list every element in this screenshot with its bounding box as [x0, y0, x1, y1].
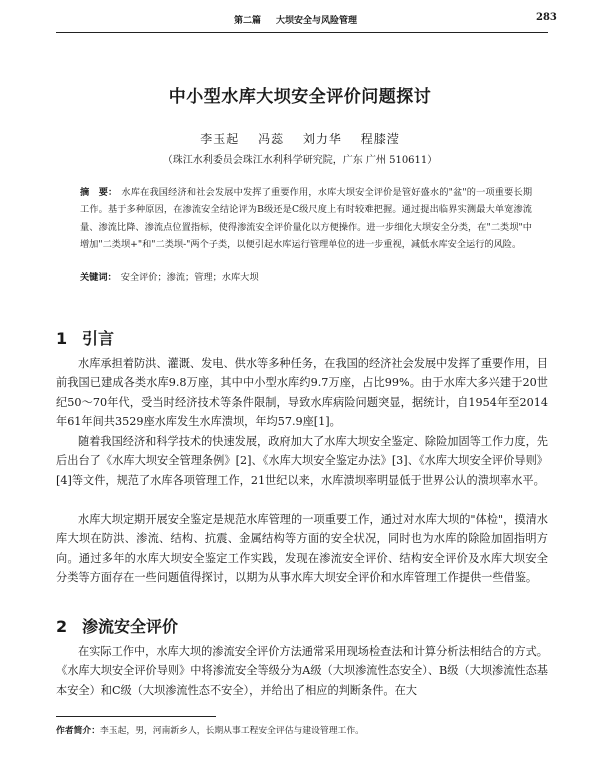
keywords-text: 安全评价；渗流；管理；水库大坝 — [120, 272, 259, 283]
keywords-label: 关键词： — [80, 272, 117, 283]
article-title: 中小型水库大坝安全评价问题探讨 — [168, 87, 432, 107]
footnote-text: 李玉起，男，河南新乡人，长期从事工程安全评估与建设管理工作。 — [100, 726, 364, 736]
author: 李玉起 — [200, 132, 240, 146]
paragraph: 水库承担着防洪、灌溉、发电、供水等多种任务，在我国的经济社会发展中发挥了重要作用，目前我国已建成各类水库9.8万座，其中中小型水库约9.7万座，占比99%。由于水库大多兴建于20世纪50～70年代，受当时经济技术等条件限制，导致水库病险问题突显，据统计，自1954年至2014年61年间共3529座水库发生水库溃坝，年均57.9座[1]。 — [56, 357, 548, 429]
section-heading — [56, 326, 114, 349]
author: 程膝滢 — [360, 132, 400, 146]
section-number: 1 — [56, 329, 68, 348]
footnote-label: 作者简介： — [56, 726, 100, 736]
part-label: 第二篇 — [234, 16, 262, 26]
running-header — [0, 8, 600, 28]
paragraph: 在实际工作中，水库大坝的渗流安全评价方法通常采用现场检查法和计算分析法相结合的方式。《水库大坝安全评价导则》中将渗流安全等级分为A级（大坝渗流性态安全）、B级（大坝渗流性态基本安全）和C级（大坝渗流性态不安全），并给出了相应的判断条件。在大 — [56, 645, 548, 697]
abstract-label: 摘 要： — [80, 187, 118, 198]
author: 刘力华 — [302, 132, 342, 146]
abstract-text: 水库在我国经济和社会发展中发挥了重要作用，水库大坝安全评价是管好盛水的"盆"的一项重要长期工作。基于多种原因，在渗流安全结论评为B级还是C级尺度上有时较难把握。通过提出临界实测最大单宽渗流量、渗流比降、渗流点位置指标，使得渗流安全评价量化以方便操作。进一步细化大坝安全分类，在"二类坝"中增加"二类坝+"和"二类坝-"两个子类，以便引起水库运行管理单位的进一步重视，减低水库安全运行的风险。 — [80, 187, 533, 250]
footnote-rule — [56, 716, 216, 717]
page-number: 283 — [536, 12, 557, 23]
paragraph: 随着我国经济和科学技术的快速发展，政府加大了水库大坝安全鉴定、除险加固等工作力度，先后出台了《水库大坝安全管理条例》[2]、《水库大坝安全鉴定办法》[3]、《水库大坝安全评价导则》[4]等文件，规范了水库各项管理工作，21世纪以来，水库溃坝率明显低于世界公认的溃坝率水平。 — [56, 435, 548, 487]
author: 冯蕊 — [258, 132, 285, 146]
abstract — [80, 184, 532, 253]
section-title: 引言 — [82, 329, 115, 348]
header-rule — [56, 32, 548, 33]
chapter-title: 大坝安全与风险管理 — [276, 16, 358, 26]
affiliation: （珠江水利委员会珠江水利科学研究院，广东 广州 510611） — [162, 155, 438, 166]
keywords — [80, 270, 532, 286]
paragraph: 水库大坝定期开展安全鉴定是规范水库管理的一项重要工作，通过对水库大坝的"体检"，摸清水库大坝在防洪、渗流、结构、抗震、金属结构等方面的安全状况，同时也为水库的除险加固指明方向。通过多年的水库大坝安全鉴定工作实践，发现在渗流安全评价、结构安全评价及水库大坝安全分类等方面存在一些问题值得探讨，以期为从事水库大坝安全评价和水库管理工作提供一些借鉴。 — [56, 513, 548, 585]
section-number: 2 — [56, 617, 68, 636]
section-heading — [56, 614, 178, 637]
section-title: 渗流安全评价 — [82, 617, 179, 636]
footnote — [56, 724, 548, 738]
author-list — [0, 130, 600, 147]
